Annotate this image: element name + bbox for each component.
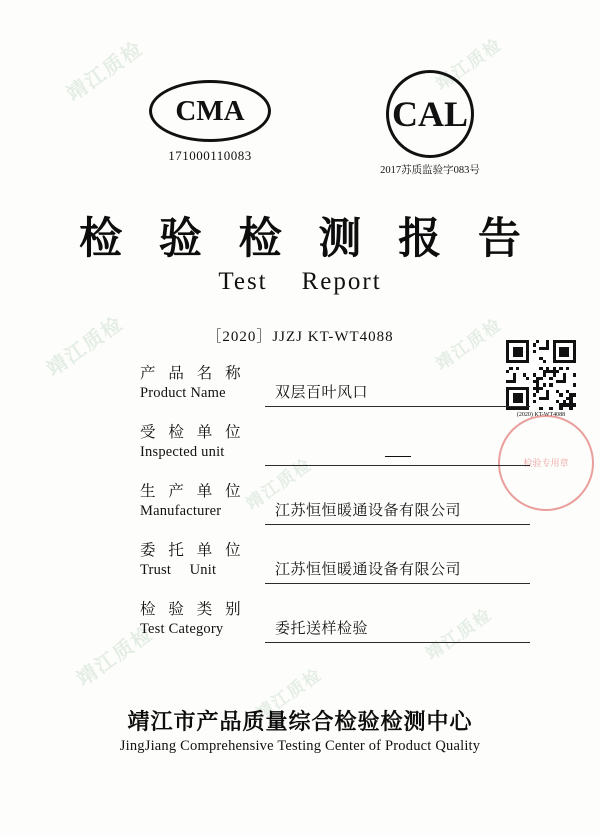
field-row [140,362,520,421]
report-title-en [0,268,600,296]
field-value-text: 江苏恒恒暖通设备有限公司 [275,562,462,578]
field-row [140,598,520,657]
report-fields [140,362,520,657]
report-title-en-right: Report [301,268,382,295]
cal-number: 2017苏质监验字083号 [380,165,480,176]
field-value[interactable] [265,480,530,525]
watermark: 靖江质检 [43,312,128,381]
field-label-en: Product Name [140,385,226,401]
field-label [140,364,260,403]
field-label-en: Trust Unit [140,562,217,578]
watermark: 靖江质检 [73,622,158,691]
field-label-cn: 生 产 单 位 [140,483,246,500]
field-label [140,541,260,580]
accreditation-marks [0,70,600,180]
watermark: 靖江质检 [252,664,326,724]
watermark: 靖江质检 [432,314,506,374]
field-row [140,480,520,539]
field-row [140,539,520,598]
cma-mark [140,80,280,164]
watermark: 靖江质检 [422,604,496,664]
field-value[interactable] [265,539,530,584]
issuer-name-cn: 靖江市产品质量综合检验检测中心 [127,709,473,734]
cal-label: CAL [391,94,468,134]
field-label-en: Manufacturer [140,503,222,519]
watermark: 靖江质检 [63,37,148,106]
cma-number: 171000110083 [168,148,252,163]
field-label-en: Inspected unit [140,444,225,460]
field-label [140,423,260,462]
official-seal: 检验专用章 [498,415,594,511]
field-label-cn: 委 托 单 位 [140,542,246,559]
watermark: 靖江质检 [242,454,316,514]
watermark: 靖江质检 [432,34,506,94]
field-value[interactable] [265,598,530,643]
field-label-en: Test Category [140,621,224,637]
issuer-name-en: JingJiang Comprehensive Testing Center of Product Quality [119,738,481,754]
field-row [140,421,520,480]
field-label-cn: 检 验 类 别 [140,601,246,618]
cma-label: CMA [175,94,245,127]
field-value-text: 双层百叶风口 [275,385,369,401]
report-title-en-left: Test [218,268,268,295]
field-value[interactable] [265,362,530,407]
cma-oval-icon [149,80,271,142]
field-value-blank [385,456,411,457]
field-label-cn: 受 检 单 位 [140,424,246,441]
report-number: ［2020］JJZJ KT-WT4088 [206,329,394,345]
cal-mark [350,70,510,177]
field-label-cn: 产 品 名 称 [140,365,246,382]
field-label [140,600,260,639]
field-value-text: 江苏恒恒暖通设备有限公司 [275,503,462,519]
cal-circle-icon [386,70,474,158]
report-title-cn: 检 验 检 测 报 告 [79,216,534,263]
field-value[interactable] [265,421,530,466]
qr-code-caption: (2020) KT-WT4088 [516,412,566,418]
field-value-text: 委托送样检验 [275,621,369,637]
field-label [140,482,260,521]
